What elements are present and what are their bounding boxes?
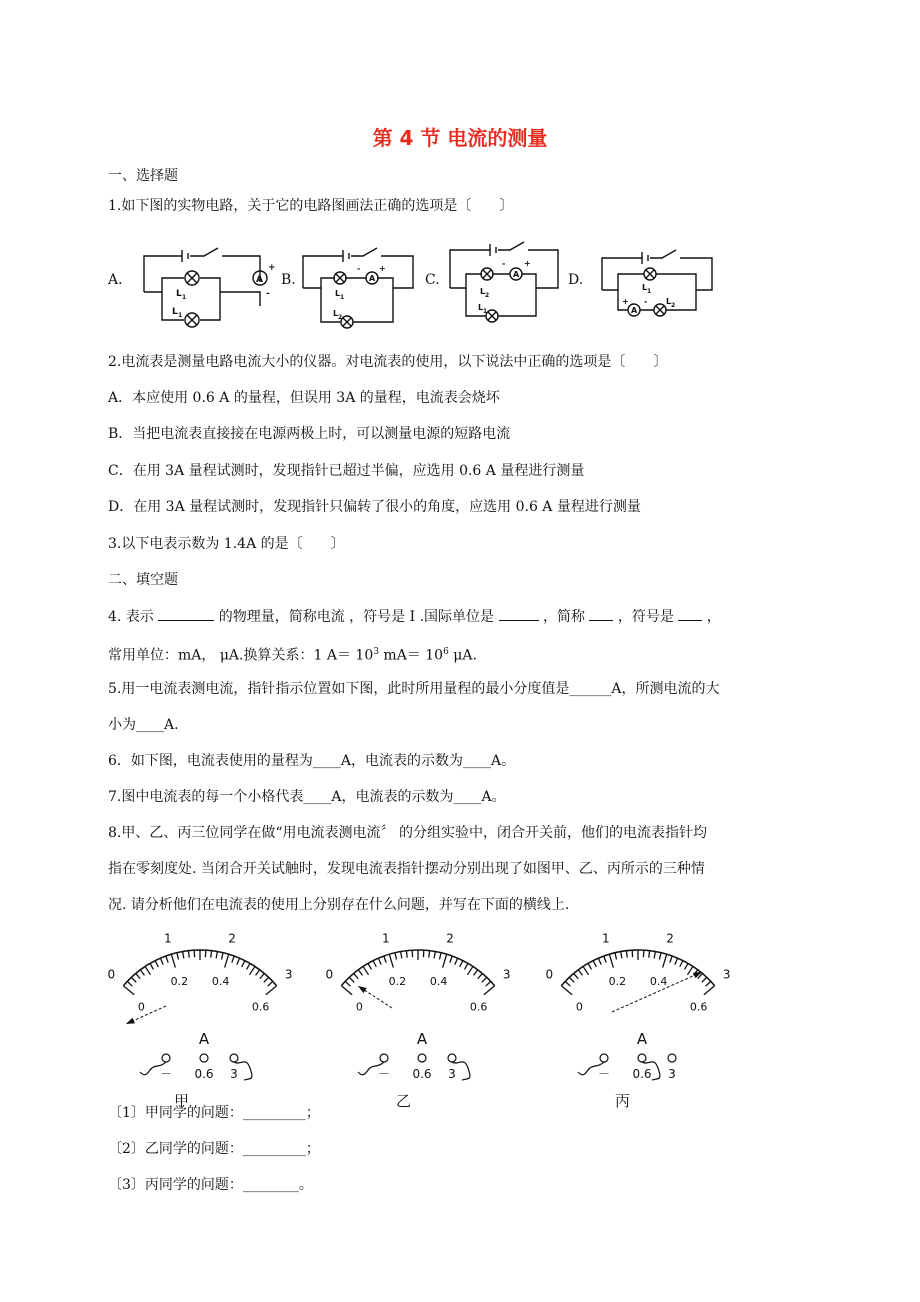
dial-tick (450, 956, 452, 963)
answer-1: 〔1〕甲同学的问题：_________； (108, 1105, 320, 1121)
terminal-post (418, 1054, 426, 1062)
dial-tick (593, 961, 596, 967)
dial-tick (429, 951, 430, 958)
dial-tick (384, 956, 386, 963)
q4-blank-2[interactable] (499, 606, 539, 621)
svg-text:2: 2 (671, 302, 676, 309)
dial-tick (474, 970, 478, 976)
dial-tick (680, 961, 683, 967)
circuit-diagram-c (444, 244, 564, 334)
section-heading-fill: 二、填空题 (108, 572, 178, 588)
circuit-diagram-a (132, 244, 276, 334)
scale-label-small-0-4: 0.4 (211, 975, 230, 989)
svg-text:L: L (333, 309, 339, 318)
scale-label-small-0-4: 0.4 (429, 975, 448, 989)
scale-label-3: 3 (722, 967, 731, 982)
dial-tick (467, 966, 472, 974)
dial-tick (341, 986, 352, 995)
dial-tick (626, 951, 627, 958)
svg-text:+: + (622, 297, 629, 306)
question-7: 7.图中电流表的每一个小格代表____A，电流表的示数为____A。 (108, 789, 506, 805)
question-2-option-a: A．本应使用 0.6 A 的量程，但误用 3A 的量程，电流表会烧坏 (108, 390, 500, 406)
q4-text-5: ， (706, 609, 721, 625)
dial-tick (232, 956, 234, 963)
unit-label: A (198, 1030, 210, 1048)
scale-label-small-0: 0 (355, 1000, 363, 1014)
svg-text:L: L (335, 289, 341, 298)
scale-label-small-0-2: 0.2 (388, 975, 407, 989)
terminal-label: 0.6 (194, 1067, 214, 1081)
terminal-post (200, 1054, 208, 1062)
caption-bing: 丙 (615, 1092, 631, 1110)
terminal-label: － (377, 1067, 391, 1081)
question-4-line-2 (108, 642, 477, 666)
dial-tick (439, 953, 441, 960)
scale-label-0: 0 (325, 967, 334, 982)
dial-tick (609, 954, 613, 967)
scale-label-small-0-6: 0.6 (689, 1000, 708, 1014)
scale-label-0: 0 (545, 967, 554, 982)
svg-text:1: 1 (340, 294, 345, 301)
needle-arrow-icon (358, 986, 367, 993)
dial-tick (395, 953, 397, 960)
dial-tick (183, 952, 184, 959)
dial-tick (663, 954, 667, 967)
dial-tick (685, 963, 689, 969)
terminal-label: 0.6 (412, 1067, 432, 1081)
dial-tick (123, 986, 134, 995)
dial-tick (127, 981, 132, 986)
dial-tick (670, 956, 672, 963)
section-heading-choice: 一、选择题 (108, 168, 178, 184)
dial-tick (615, 953, 617, 960)
svg-text:1: 1 (178, 312, 183, 319)
dial-tick (211, 951, 212, 958)
dial-tick (621, 952, 622, 959)
dial-tick (171, 954, 175, 967)
dial-tick (687, 966, 692, 974)
scale-label-small-0: 0 (137, 1000, 145, 1014)
q1-option-a: A. (108, 272, 123, 288)
q4-exponent-1: 3 (373, 647, 379, 657)
scale-label-small-0-6: 0.6 (251, 1000, 270, 1014)
q4-conversion-a: 常用单位：mA， μA.换算关系：1 A＝ 10 (108, 647, 374, 664)
dial-tick (136, 973, 140, 978)
question-8-line-2: 指在零刻度处. 当闭合开关试触时，发现电流表指针摆动分别出现了如图甲、乙、丙所示的三种情 (108, 861, 705, 877)
question-5-line-2: 小为____A. (108, 717, 179, 733)
circuit-diagram-d (596, 244, 716, 334)
dial-tick (486, 981, 491, 986)
question-4-line-1 (108, 606, 721, 627)
dial-tick (389, 954, 393, 967)
terminal-label: 3 (668, 1067, 676, 1081)
dial-tick (598, 958, 601, 964)
q4-conversion-b: mA＝ 10 (378, 647, 444, 664)
q4-blank-3[interactable] (589, 606, 613, 621)
dial-tick (225, 954, 229, 967)
dial-tick (249, 966, 254, 974)
dial-tick (434, 952, 435, 959)
dial-tick (221, 953, 223, 960)
dial-tick (659, 953, 661, 960)
svg-text:L: L (478, 303, 484, 312)
page-title: 第 4 节 电流的测量 (372, 126, 548, 150)
scale-label-small-0-4: 0.4 (649, 975, 668, 989)
dial-tick (264, 977, 269, 982)
scale-label-2: 2 (228, 931, 236, 946)
svg-text:A: A (369, 274, 376, 283)
svg-text:+: + (268, 263, 276, 273)
dial-tick (482, 977, 487, 982)
unit-label: A (416, 1030, 428, 1048)
dial-tick (465, 963, 469, 969)
dial-tick (247, 963, 251, 969)
dial-tick (177, 953, 179, 960)
question-3: 3.以下电表示数为 1.4A 的是〔 〕 (108, 536, 345, 552)
caption-jia: 甲 (174, 1092, 190, 1110)
dial-tick (706, 981, 711, 986)
dial-tick (604, 956, 606, 963)
dial-tick (216, 952, 217, 959)
terminal-label: － (597, 1067, 611, 1081)
unit-label: A (636, 1030, 648, 1048)
dial-tick (455, 958, 458, 964)
q4-text-3: ，简称 (542, 609, 585, 625)
dial-tick (268, 981, 273, 986)
dial-tick (131, 977, 136, 982)
needle-arrow-icon (126, 1018, 135, 1024)
question-6: 6．如下图，电流表使用的量程为____A，电流表的示数为____A。 (108, 753, 516, 769)
dial-tick (373, 961, 376, 967)
question-2-option-c: C．在用 3A 量程试测时，发现指针已超过半偏，应选用 0.6 A 量程进行测量 (108, 463, 585, 479)
svg-text:A: A (631, 306, 638, 315)
scale-label-1: 1 (382, 931, 390, 946)
dial-tick (160, 958, 163, 964)
dial-tick (675, 958, 678, 964)
dial-tick (649, 951, 650, 958)
dial-tick (702, 977, 707, 982)
terminal-label: 3 (230, 1067, 238, 1081)
dial-tick (443, 954, 447, 967)
scale-label-2: 2 (666, 931, 674, 946)
circuit-diagram-b (297, 244, 417, 334)
question-2-option-b: B．当把电流表直接接在电源两极上时，可以测量电源的短路电流 (108, 426, 511, 442)
question-1: 1.如下图的实物电路，关于它的电路图画法正确的选项是〔 〕 (108, 198, 514, 214)
q1-option-b: B. (281, 272, 296, 288)
terminal-post (600, 1054, 608, 1062)
terminal-post (668, 1054, 676, 1062)
svg-text:1: 1 (182, 294, 187, 301)
terminal-label: 0.6 (632, 1067, 652, 1081)
svg-text:L: L (480, 287, 486, 296)
dial-tick (578, 970, 582, 976)
q4-blank-1[interactable] (158, 606, 214, 621)
q4-blank-4[interactable] (678, 606, 702, 621)
scale-label-2: 2 (446, 931, 454, 946)
dial-scale (107, 932, 292, 1014)
dial-tick (363, 966, 368, 974)
q4-text-2: 的物理量，简称电流 ，符号是 I .国际单位是 (218, 609, 495, 625)
question-2-option-d: D．在用 3A 量程试测时，发现指针只偏转了很小的角度，应选用 0.6 A 量程进行测量 (108, 499, 641, 515)
dial-tick (260, 973, 264, 978)
dial-tick (484, 986, 495, 995)
ammeter-jia (104, 928, 304, 1088)
svg-text:L: L (176, 289, 182, 299)
dial-tick (378, 958, 381, 964)
terminal-label: － (159, 1067, 173, 1081)
answer-2: 〔2〕乙同学的问题：_________； (108, 1141, 320, 1157)
scale-label-small-0-2: 0.2 (170, 975, 189, 989)
terminal-post (380, 1054, 388, 1062)
dial-tick (155, 961, 158, 967)
dial-tick (478, 973, 482, 978)
terminal-post (230, 1054, 238, 1062)
dial-tick (345, 981, 350, 986)
dial-tick (145, 966, 150, 974)
dial-tick (188, 951, 189, 958)
terminal-post (162, 1054, 170, 1062)
question-2: 2.电流表是测量电路电流大小的仪器。对电流表的使用，以下说法中正确的选项是〔 〕 (108, 354, 668, 370)
scale-label-0: 0 (107, 967, 116, 982)
scale-label-small-0-6: 0.6 (469, 1000, 488, 1014)
dial-tick (588, 963, 592, 969)
dial-tick (460, 961, 463, 967)
dial-tick (242, 961, 245, 967)
ammeter-bing (542, 928, 742, 1088)
q4-text-4: ，符号是 (617, 609, 674, 625)
dial-tick (237, 958, 240, 964)
svg-text:A: A (513, 270, 520, 279)
svg-text:A: A (256, 275, 263, 285)
dial-tick (266, 986, 277, 995)
scale-label-1: 1 (164, 931, 172, 946)
q4-exponent-2: 6 (443, 647, 449, 657)
svg-text:-: - (357, 264, 361, 273)
q1-option-c: C. (425, 272, 440, 288)
answer-3: 〔3〕丙同学的问题：________。 (108, 1177, 313, 1193)
svg-text:L: L (642, 283, 648, 292)
dial-tick (256, 970, 260, 976)
svg-text:-: - (266, 289, 270, 299)
dial-tick (349, 977, 354, 982)
dial-scale (325, 932, 510, 1014)
caption-yi: 乙 (396, 1092, 412, 1110)
dial-tick (569, 977, 574, 982)
scale-label-small-0: 0 (575, 1000, 583, 1014)
dial-tick (654, 952, 655, 959)
svg-text:L: L (666, 297, 672, 306)
scale-label-small-0-2: 0.2 (608, 975, 627, 989)
dial-tick (406, 951, 407, 958)
svg-text:+: + (379, 264, 386, 273)
svg-text:1: 1 (647, 288, 652, 295)
dial-tick (561, 986, 572, 995)
scale-label-3: 3 (284, 967, 293, 982)
terminal-label: 3 (448, 1067, 456, 1081)
terminal-post (638, 1054, 646, 1062)
dial-tick (358, 970, 362, 976)
terminal-post (448, 1054, 456, 1062)
dial-tick (150, 963, 154, 969)
q4-conversion-c: μA. (448, 647, 477, 664)
dial-tick (166, 956, 168, 963)
svg-text:-: - (502, 259, 506, 268)
svg-text:2: 2 (485, 292, 490, 299)
dial-tick (704, 986, 715, 995)
dial-tick (583, 966, 588, 974)
dial-tick (368, 963, 372, 969)
svg-text:1: 1 (483, 308, 488, 315)
question-8-line-1: 8.甲、乙、丙三位同学在做“用电流表测电流〞 的分组实验中，闭合开关前，他们的电流表指针均 (108, 825, 707, 841)
svg-text:2: 2 (338, 314, 343, 321)
question-5-line-1: 5.用一电流表测电流，指针指示位置如下图，此时所用量程的最小分度值是______A，所测电流的大 (108, 681, 720, 697)
question-8-line-3: 况. 请分析他们在电流表的使用上分别存在什么问题，并写在下面的横线上. (108, 897, 570, 913)
dial-tick (565, 981, 570, 986)
svg-text:-: - (644, 297, 648, 306)
q4-text-1: 4. 表示 (108, 609, 154, 625)
q1-option-d: D. (568, 272, 584, 288)
scale-label-3: 3 (502, 967, 511, 982)
ammeter-yi (322, 928, 522, 1088)
svg-text:+: + (524, 259, 531, 268)
dial-tick (574, 973, 578, 978)
scale-label-1: 1 (602, 931, 610, 946)
svg-text:L: L (172, 307, 178, 317)
dial-tick (401, 952, 402, 959)
dial-scale (545, 932, 730, 1014)
dial-tick (354, 973, 358, 978)
dial-tick (140, 970, 144, 976)
